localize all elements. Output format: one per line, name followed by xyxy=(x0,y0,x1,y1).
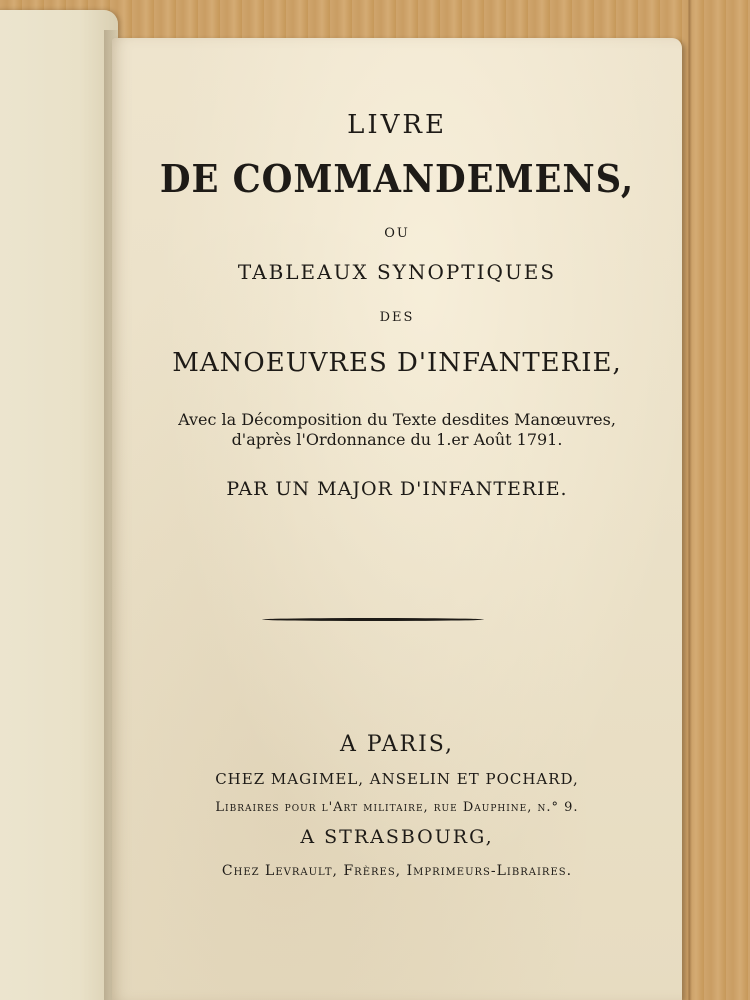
subtitle-line-ordonnance: d'après l'Ordonnance du 1.er Août 1791. xyxy=(231,430,563,449)
decorative-rule xyxy=(262,618,484,621)
left-page xyxy=(0,10,118,1000)
title-line-tableaux: TABLEAUX SYNOPTIQUES xyxy=(237,260,557,284)
imprint-city-strasbourg: A STRASBOURG, xyxy=(300,826,494,848)
imprint-publisher-paris: CHEZ MAGIMEL, ANSELIN ET POCHARD, xyxy=(215,770,579,788)
title-line-commandemens: DE COMMANDEMENS, xyxy=(159,156,635,201)
title-line-livre: LIVRE xyxy=(347,110,447,140)
title-line-ou: OU xyxy=(384,226,410,241)
title-line-manoeuvres: MANOEUVRES D'INFANTERIE, xyxy=(172,348,622,378)
title-page xyxy=(112,38,682,1000)
imprint-city-paris: A PARIS, xyxy=(339,732,455,757)
author-line: PAR UN MAJOR D'INFANTERIE. xyxy=(226,478,568,500)
title-line-des: DES xyxy=(379,310,415,325)
imprint-publisher-strasbourg: Chez Levrault, Frères, Imprimeurs-Libraires. xyxy=(221,863,573,879)
subtitle-line-avec: Avec la Décomposition du Texte desdites Manœuvres, xyxy=(178,410,616,429)
imprint-address-paris: Libraires pour l'Art militaire, rue Dauphine, n.° 9. xyxy=(215,800,579,815)
